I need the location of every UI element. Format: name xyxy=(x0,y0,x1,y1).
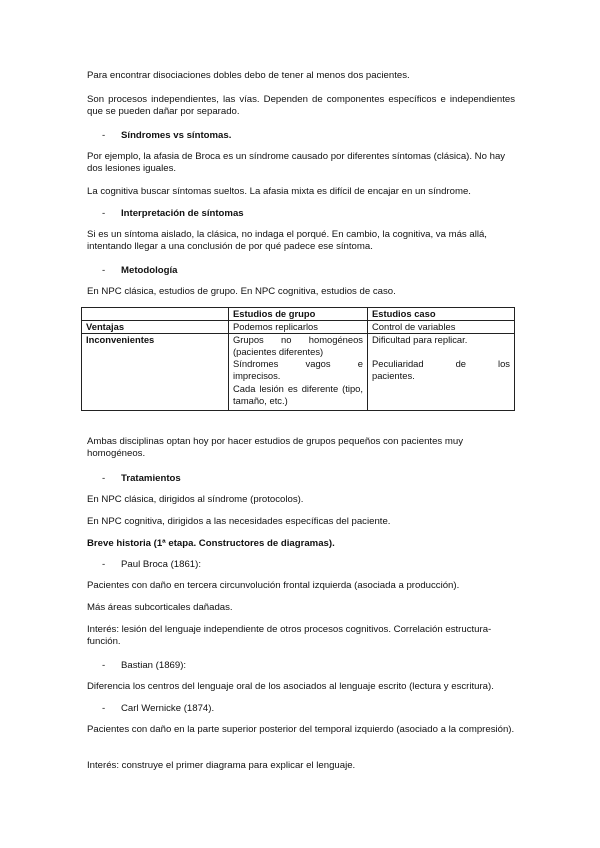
paragraph-cognitiva: La cognitiva buscar síntomas sueltos. La afasia mixta es difícil de encajar en un síndrome. xyxy=(87,186,471,197)
table-cell xyxy=(229,334,368,411)
bullet-dash: - xyxy=(102,130,106,141)
table-cell: Control de variables xyxy=(368,321,515,334)
cell-word: de xyxy=(455,358,467,370)
bullet-label: Paul Broca (1861): xyxy=(121,559,201,570)
bullet-label: Interpretación de síntomas xyxy=(121,208,244,219)
table-row xyxy=(82,321,515,334)
cell-spread xyxy=(372,358,510,370)
bullet-dash: - xyxy=(102,208,106,219)
table-cell xyxy=(368,334,515,411)
cell-spread-line xyxy=(372,358,510,370)
bullet-label: Tratamientos xyxy=(121,473,181,484)
paragraph-npc-cognitiva: En NPC cognitiva, dirigidos a las necesidades específicas del paciente. xyxy=(87,516,391,527)
bullet-tratamientos xyxy=(102,473,181,485)
cell-word: los xyxy=(498,358,510,370)
bullet-label: Carl Wernicke (1874). xyxy=(121,703,215,714)
bullet-bastian xyxy=(102,660,186,672)
paragraph-bastian-centros: Diferencia los centros del lenguaje oral de los asociados al lenguaje escrito (lectura y escritura). xyxy=(87,681,494,692)
bullet-interpretacion xyxy=(102,208,244,220)
paragraph-npc-estudios: En NPC clásica, estudios de grupo. En NPC cognitiva, estudios de caso. xyxy=(87,286,396,297)
paragraph-npc-clasica: En NPC clásica, dirigidos al síndrome (protocolos). xyxy=(87,494,304,505)
table-cell: Podemos replicarlos xyxy=(229,321,368,334)
table-cell xyxy=(82,308,229,321)
bullet-dash: - xyxy=(102,660,106,671)
table-row xyxy=(82,334,515,411)
paragraph-wernicke-interes: Interés: construye el primer diagrama para explicar el lenguaje. xyxy=(87,760,356,771)
bullet-paul-broca xyxy=(102,559,201,571)
heading-breve-historia: Breve historia (1ª etapa. Constructores de diagramas). xyxy=(87,538,335,549)
cell-line: Grupos no homogéneos (pacientes diferentes) xyxy=(233,334,363,358)
paragraph-broca-afasia: Por ejemplo, la afasia de Broca es un síndrome causado por diferentes síntomas (clásica). No hay dos lesiones iguales. xyxy=(87,151,506,175)
table-row xyxy=(82,308,515,321)
paragraph-procesos: Son procesos independientes, las vías. Dependen de componentes específicos e independientes que se pueden dañar por separado. xyxy=(87,94,515,118)
bullet-dash: - xyxy=(102,559,106,570)
table-row-label-inconvenientes: Inconvenientes xyxy=(82,334,229,411)
paragraph-areas-subcorticales: Más áreas subcorticales dañadas. xyxy=(87,602,233,613)
bullet-label: Metodología xyxy=(121,265,178,276)
cell-line: Síndromes vagos e imprecisos. xyxy=(233,358,363,382)
bullet-dash: - xyxy=(102,265,106,276)
table-header-grupo: Estudios de grupo xyxy=(229,308,368,321)
bullet-dash: - xyxy=(102,703,106,714)
paragraph-wernicke-dano: Pacientes con daño en la parte superior posterior del temporal izquierdo (asociado a la compresión). xyxy=(87,724,515,735)
bullet-metodologia xyxy=(102,265,178,277)
bullet-label: Bastian (1869): xyxy=(121,660,187,671)
bullet-label: Síndromes vs síntomas. xyxy=(121,130,232,141)
cell-line: Dificultad para replicar. xyxy=(372,334,468,346)
table-row-label-ventajas: Ventajas xyxy=(82,321,229,334)
cell-line: Cada lesión es diferente (tipo, tamaño, etc.) xyxy=(233,382,363,406)
paragraph-broca-dano: Pacientes con daño en tercera circunvolución frontal izquierda (asociada a producción). xyxy=(87,580,460,591)
bullet-dash: - xyxy=(102,473,106,484)
table-header-caso: Estudios caso xyxy=(368,308,515,321)
cell-word: Peculiaridad xyxy=(372,358,424,370)
paragraph-disociaciones: Para encontrar disociaciones dobles debo de tener al menos dos pacientes. xyxy=(87,70,410,81)
bullet-wernicke xyxy=(102,703,214,715)
paragraph-sintoma-aislado: Si es un síntoma aislado, la clásica, no indaga el porqué. En cambio, la cognitiva, va más allá, intentando llegar a una conclusión de por qué padece ese síntoma. xyxy=(87,229,487,253)
comparison-table xyxy=(81,307,515,411)
cell-line: pacientes. xyxy=(372,370,415,382)
bullet-sindromes xyxy=(102,130,231,142)
paragraph-ambas-disciplinas: Ambas disciplinas optan hoy por hacer estudios de grupos pequeños con pacientes muy homogéneos. xyxy=(87,436,463,460)
paragraph-broca-interes: Interés: lesión del lenguaje independiente de otros procesos cognitivos. Correlación estructura-función. xyxy=(87,624,492,648)
